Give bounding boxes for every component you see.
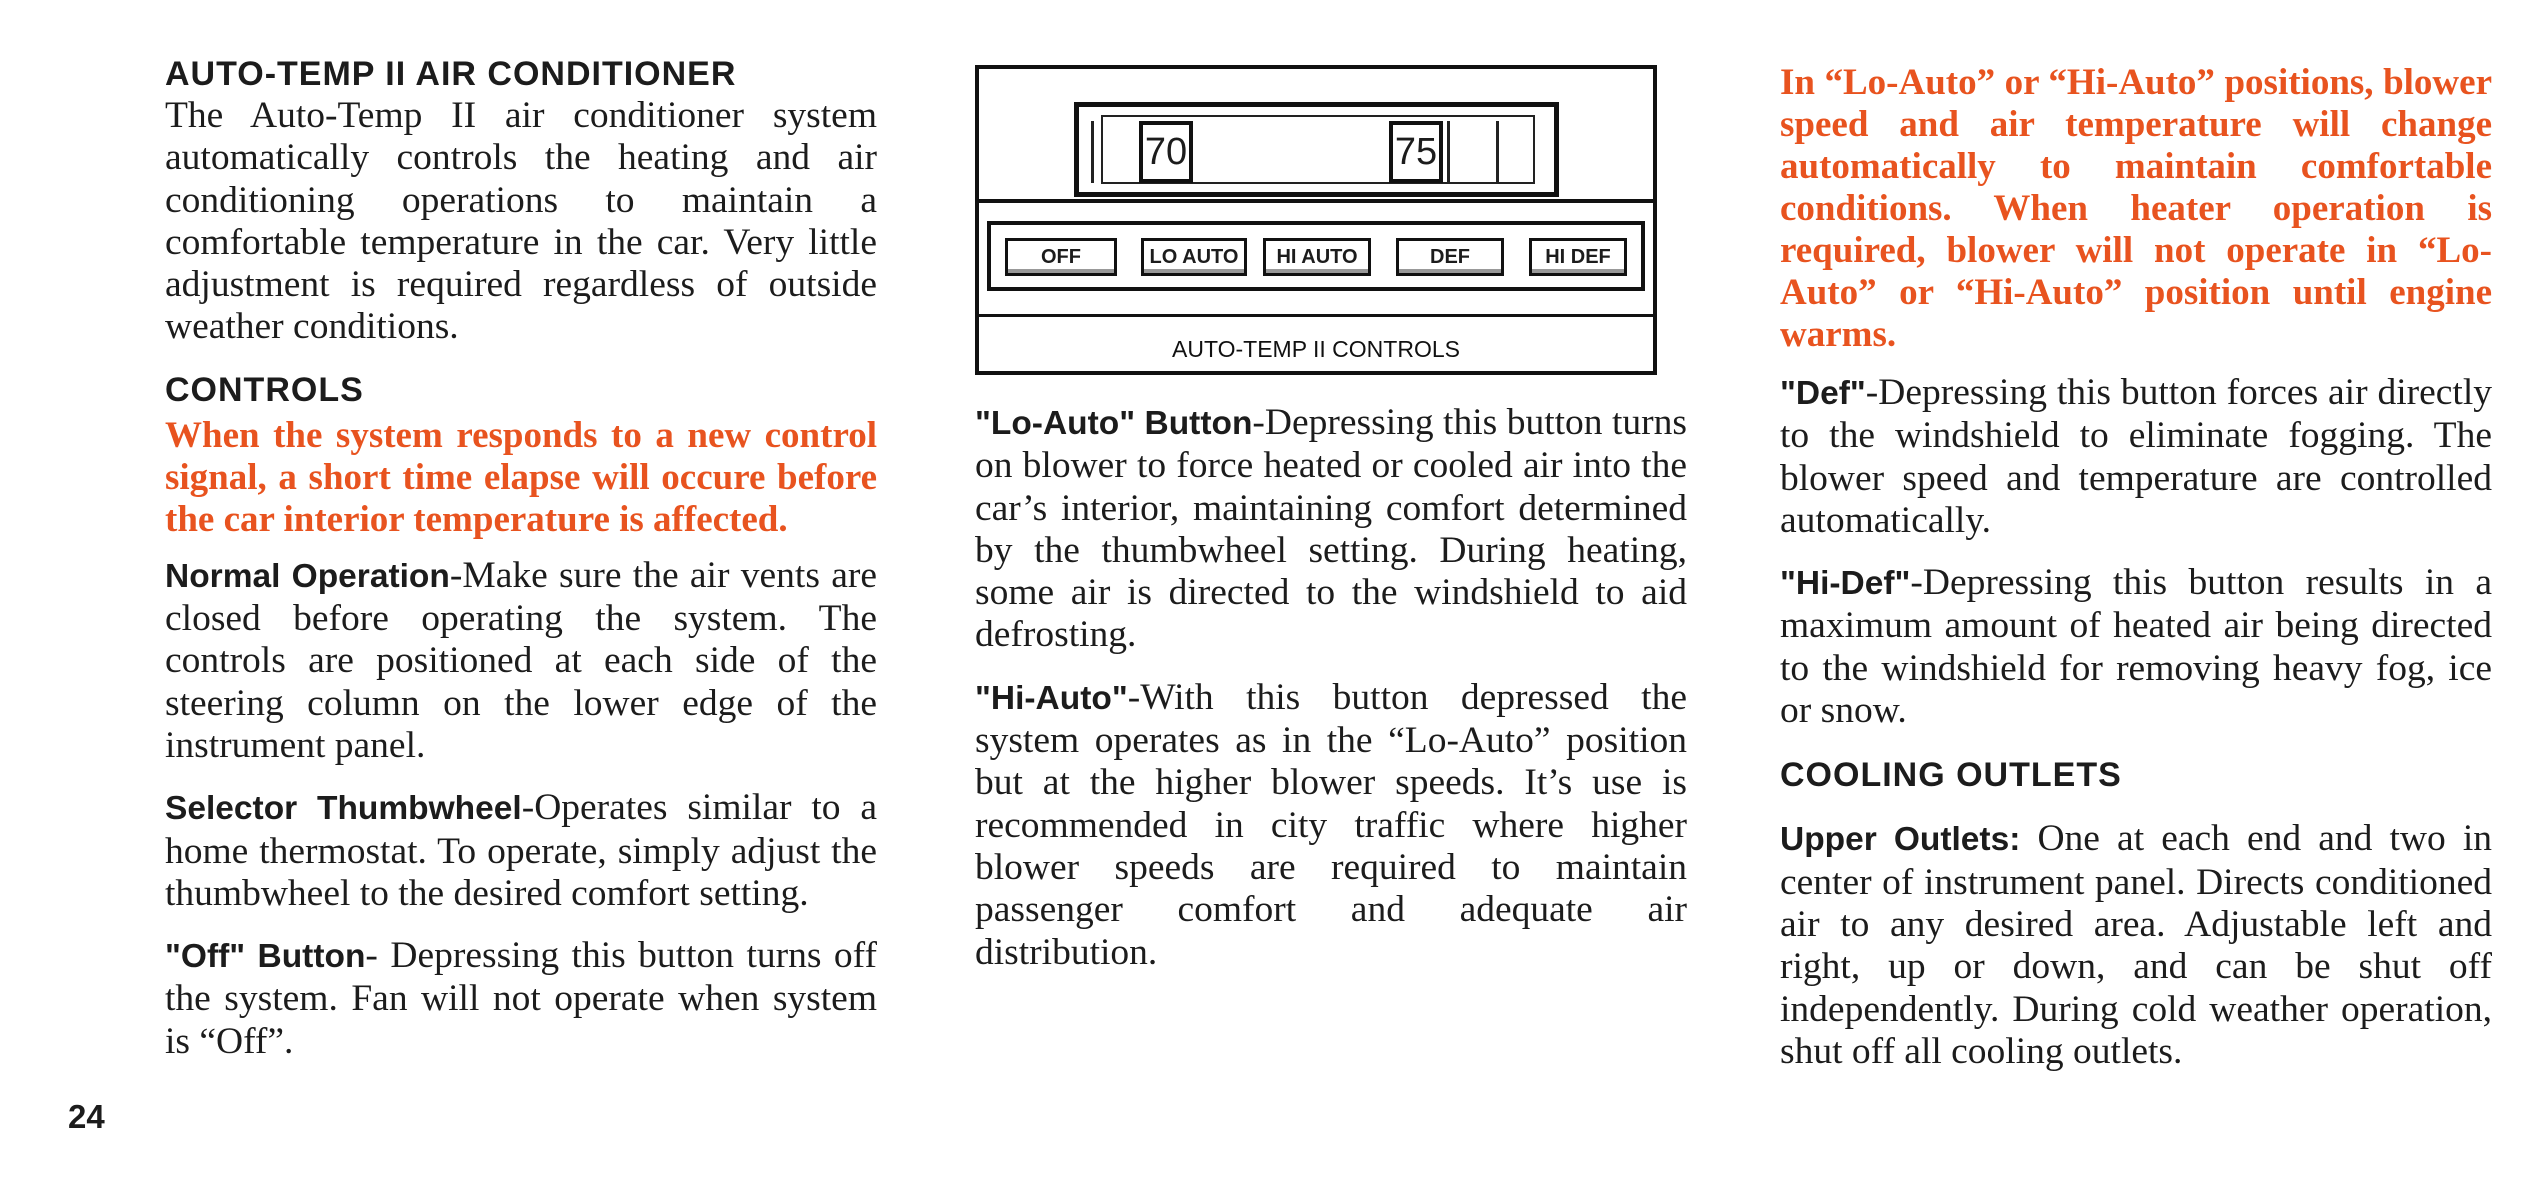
thumbwheel-paragraph (165, 787, 877, 915)
off-button-paragraph (165, 935, 877, 1063)
normal-operation-text: -Make sure the air vents are closed before operating the system. The controls are positioned at each side of the steering column on the lower edge of the instrument panel. (165, 554, 877, 766)
column-left (165, 0, 877, 1063)
lo-auto-lead: "Lo-Auto" Button (975, 405, 1253, 442)
column-middle (975, 402, 1687, 974)
hi-auto-text: -With this button depressed the system operates as in the “Lo-Auto” position but at the higher blower speeds. It’s use is recommended in city traffic where higher blower speeds are required to maintain passenger comfort and adequate air distribution. (975, 676, 1687, 973)
hi-def-text: -Depressing this button results in a maximum amount of heated air being directed to the windshield for removing heavy fog, ice or snow. (1780, 562, 2492, 732)
auto-positions-note: In “Lo-Auto” or “Hi-Auto” positions, blower speed and air temperature will change automatically to maintain comfortable conditions. When heater operation is required, blower will not operate in “Lo-Auto” or “Hi-Auto” position until engine warms. (1780, 62, 2492, 355)
hi-def-paragraph (1780, 562, 2492, 732)
thumbwheel-right-temp: 75 (1389, 121, 1443, 183)
section-title-auto-temp: AUTO-TEMP II AIR CONDITIONER (165, 55, 737, 93)
thumbwheel-left-temp: 70 (1139, 121, 1193, 183)
column-right (1780, 0, 2492, 1073)
hi-auto-lead: "Hi-Auto" (975, 679, 1128, 717)
upper-outlets-paragraph (1780, 818, 2492, 1073)
controls-note: When the system responds to a new control signal, a short time elapse will occure before the car interior temperature is affected. (165, 414, 877, 540)
section-heading-controls: CONTROLS (165, 370, 364, 409)
hi-def-button-illustration: HI DEF (1529, 238, 1627, 276)
lo-auto-paragraph (975, 402, 1687, 657)
button-strip (987, 221, 1645, 291)
off-button-text: - Depressing this button turns off the system. Fan will not operate when system is “Off”. (165, 935, 877, 1062)
thumbwheel-right-ribs (1447, 121, 1499, 183)
thumbwheel-left-ribs (1091, 121, 1143, 183)
def-paragraph (1780, 372, 2492, 542)
page-number: 24 (68, 1098, 105, 1135)
upper-outlets-text: One at each end and two in center of instrument panel. Directs conditioned air to any desired area. Adjustable left and right, up or down, and can be shut off independently. During cold weather operation, shut off all cooling outlets. (1780, 818, 2492, 1072)
caption-divider (979, 314, 1653, 317)
auto-temp-controls-illustration (975, 65, 1657, 375)
hi-def-lead: "Hi-Def" (1780, 565, 1911, 603)
off-button-illustration: OFF (1005, 238, 1117, 276)
hi-auto-paragraph (975, 677, 1687, 974)
def-lead: "Def" (1780, 375, 1866, 412)
normal-operation-paragraph (165, 555, 877, 767)
lo-auto-text: -Depressing this button turns on blower to force heated or cooled air into the car’s interior, maintaining comfort determined by the thumbwheel setting. During heating, some air is directed to the windshield to aid defrosting. (975, 402, 1687, 656)
thumbwheel-lead: Selector Thumbwheel (165, 790, 522, 828)
def-text: -Depressing this button forces air directly to the windshield to eliminate fogging. The blower speed and temperature are controlled automatically. (1780, 372, 2492, 541)
section-heading-cooling-outlets: COOLING OUTLETS (1780, 756, 2122, 795)
hi-auto-button-illustration: HI AUTO (1263, 238, 1371, 276)
off-button-lead: "Off" Button (165, 938, 366, 976)
thumbwheel-text: -Operates similar to a home thermostat. To operate, simply adjust the thumbwheel to the desired comfort setting. (165, 787, 877, 914)
intro-paragraph: The Auto-Temp II air conditioner system automatically controls the heating and air conditioning operations to maintain a comfortable temperature in the car. Very little adjustment is required regardless of outside weather conditions. (165, 95, 877, 348)
figure-caption: AUTO-TEMP II CONTROLS (1172, 336, 1460, 362)
button-panel (979, 199, 1653, 318)
def-button-illustration: DEF (1396, 238, 1504, 276)
lo-auto-button-illustration: LO AUTO (1141, 238, 1247, 276)
upper-outlets-lead: Upper Outlets: (1780, 821, 2021, 859)
thumbwheel-housing (1074, 102, 1559, 197)
normal-operation-lead: Normal Operation (165, 557, 450, 595)
